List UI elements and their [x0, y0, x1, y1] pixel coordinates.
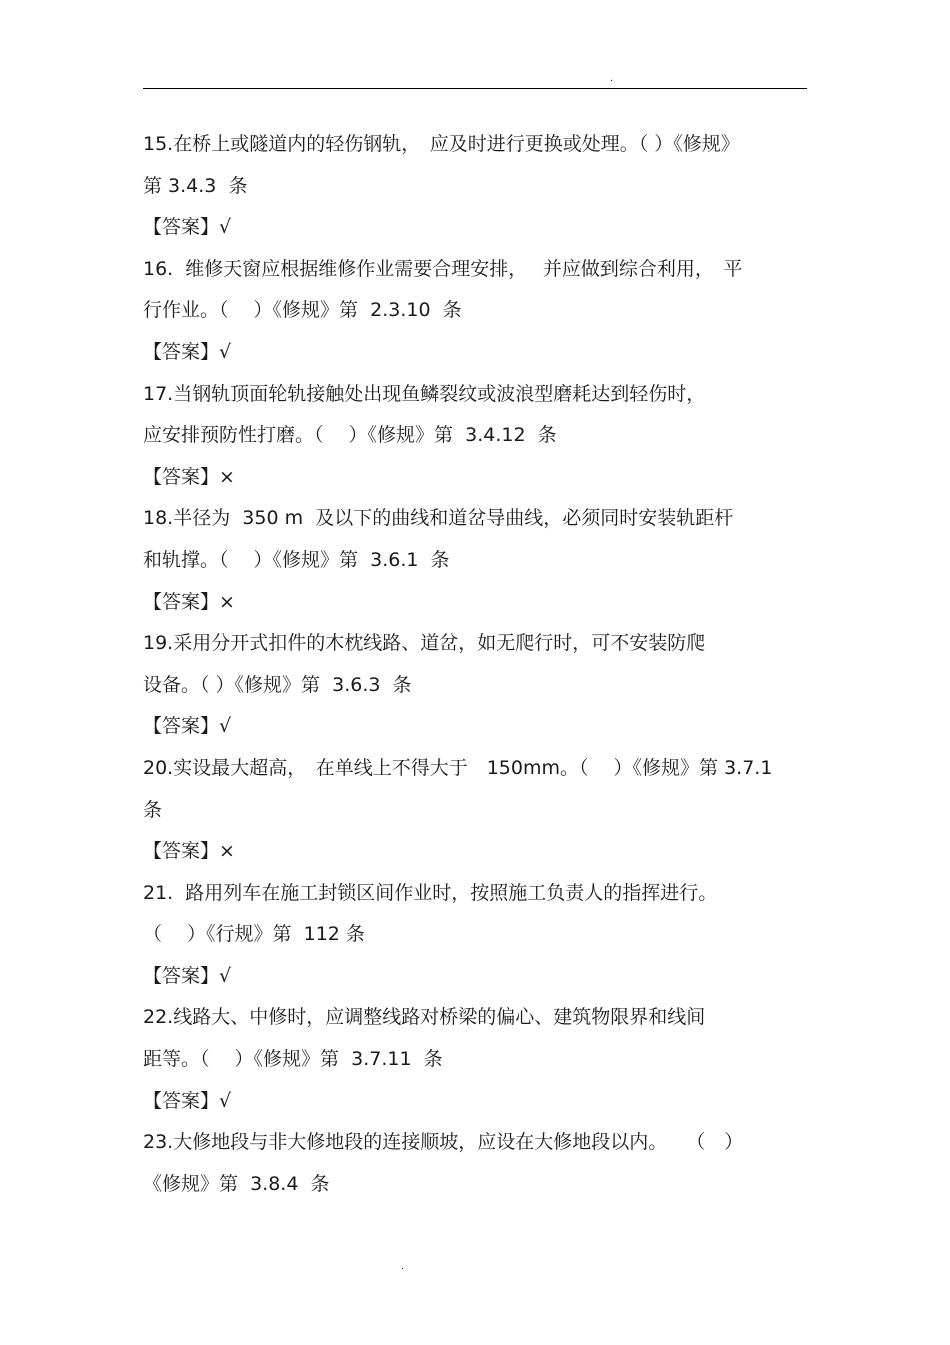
- question-item: [143, 124, 807, 249]
- question-text-line: 19.采用分开式扣件的木枕线路、道岔，如无爬行时，可不安装防爬: [143, 632, 706, 655]
- question-item: [143, 623, 807, 748]
- question-text-line: 应安排预防性打磨。（ ）《修规》第 3.4.12 条: [143, 424, 557, 447]
- question-text-line: 第 3.4.3 条: [143, 174, 248, 197]
- question-text-line: 16. 维修天窗应根据维修作业需要合理安排， 并应做到综合利用， 平: [143, 257, 743, 280]
- question-text-line: 23.大修地段与非大修地段的连接顺坡，应设在大修地段以内。 （ ）: [143, 1131, 744, 1154]
- question-item: [143, 498, 807, 623]
- question-item: [143, 873, 807, 998]
- answer-line: 【答案】×: [143, 840, 235, 863]
- header-rule: [143, 88, 807, 89]
- question-text-line: 距等。（ ）《修规》第 3.7.11 条: [143, 1048, 443, 1071]
- footer-dot: .: [401, 1261, 405, 1272]
- answer-line: 【答案】×: [143, 590, 235, 613]
- question-text-line: 18.半径为 350 m 及以下的曲线和道岔导曲线，必须同时安装轨距杆: [143, 507, 734, 530]
- question-item: [143, 374, 807, 499]
- question-item: [143, 1122, 807, 1205]
- question-list: [143, 124, 807, 1205]
- question-text-line: 15.在桥上或隧道内的轻伤钢轨， 应及时进行更换或处理。（ ）《修规》: [143, 133, 740, 155]
- question-text-line: 和轨撑。（ ）《修规》第 3.6.1 条: [143, 548, 450, 571]
- answer-line: 【答案】√: [143, 340, 232, 363]
- question-item: [143, 997, 807, 1122]
- answer-line: 【答案】×: [143, 465, 235, 488]
- question-item: [143, 748, 807, 873]
- question-text-line: 行作业。（ ）《修规》第 2.3.10 条: [143, 299, 462, 322]
- question-text-line: （ ）《行规》第 112 条: [143, 923, 365, 946]
- question-text-line: 20.实设最大超高， 在单线上不得大于 150mm。（ ）《修规》第 3.7.1: [143, 756, 773, 779]
- answer-line: 【答案】√: [143, 715, 232, 738]
- question-text-line: 21. 路用列车在施工封锁区间作业时，按照施工负责人的指挥进行。: [143, 881, 718, 904]
- question-text-line: 条: [143, 798, 163, 821]
- header-dot: .: [610, 73, 614, 84]
- question-text-line: 17.当钢轨顶面轮轨接触处出现鱼鳞裂纹或波浪型磨耗达到轻伤时，: [143, 382, 706, 405]
- question-text-line: 《修规》第 3.8.4 条: [143, 1172, 330, 1195]
- question-text-line: 设备。（ ）《修规》第 3.6.3 条: [143, 673, 412, 696]
- answer-line: 【答案】√: [143, 1089, 232, 1112]
- answer-line: 【答案】√: [143, 964, 232, 987]
- question-item: [143, 249, 807, 374]
- answer-line: 【答案】√: [143, 216, 232, 239]
- question-text-line: 22.线路大、中修时，应调整线路对桥梁的偏心、建筑物限界和线间: [143, 1006, 706, 1029]
